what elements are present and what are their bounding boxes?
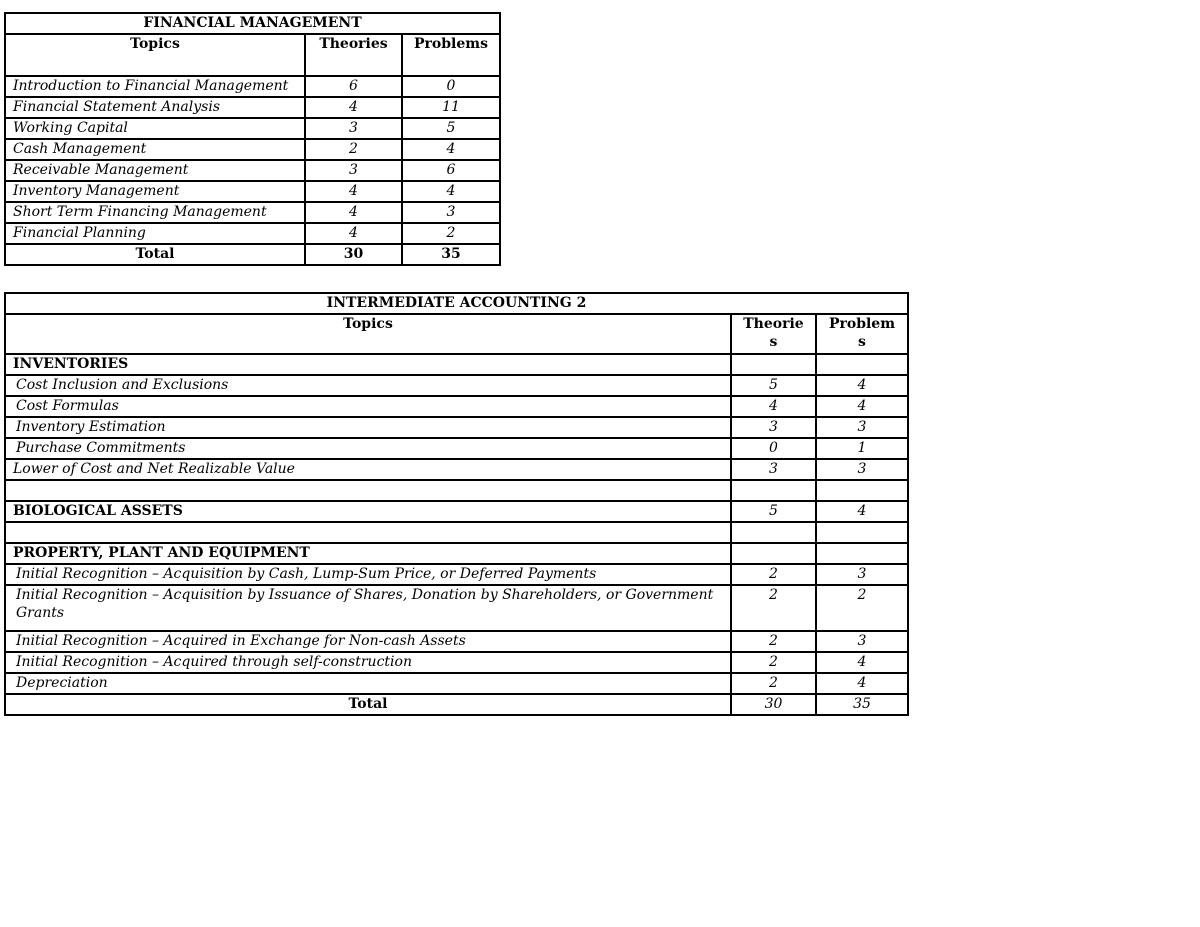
- column-header-topics: Topics: [5, 314, 731, 354]
- problems-cell: 3: [816, 564, 908, 585]
- empty-cell: [816, 522, 908, 543]
- problems-cell: 3: [816, 631, 908, 652]
- column-header-problems: Problems: [402, 34, 500, 76]
- topic-cell: Initial Recognition – Acquired through self-construction: [5, 652, 731, 673]
- total-problems: 35: [402, 244, 500, 265]
- problems-cell: 2: [816, 585, 908, 631]
- theories-cell: 6: [305, 76, 402, 97]
- theories-cell: 2: [731, 673, 816, 694]
- table-row: [5, 585, 908, 631]
- topic-cell: Cost Inclusion and Exclusions: [5, 375, 731, 396]
- total-label: Total: [5, 694, 731, 715]
- theories-cell: 4: [731, 396, 816, 417]
- intermediate-accounting-table: [4, 292, 909, 716]
- total-theories: 30: [731, 694, 816, 715]
- table-row: [5, 673, 908, 694]
- theories-cell: 4: [305, 202, 402, 223]
- table-row: [5, 652, 908, 673]
- section-heading: BIOLOGICAL ASSETS: [5, 501, 731, 522]
- column-header-topics: Topics: [5, 34, 305, 76]
- theories-cell: 2: [731, 652, 816, 673]
- problems-cell: 4: [816, 673, 908, 694]
- empty-cell: [731, 543, 816, 564]
- table-row: [5, 223, 500, 244]
- topic-cell: Cash Management: [5, 139, 305, 160]
- header-text-line: Problem: [828, 316, 896, 332]
- problems-cell: 1: [816, 438, 908, 459]
- section-heading-row: [5, 354, 908, 375]
- problems-cell: 4: [816, 375, 908, 396]
- problems-cell: 6: [402, 160, 500, 181]
- theories-cell: 4: [305, 181, 402, 202]
- table-row: [5, 76, 500, 97]
- theories-cell: 2: [731, 564, 816, 585]
- section-heading-row: [5, 501, 908, 522]
- empty-cell: [816, 354, 908, 375]
- problems-cell: 11: [402, 97, 500, 118]
- section-heading: PROPERTY, PLANT AND EQUIPMENT: [5, 543, 731, 564]
- table-row: [5, 181, 500, 202]
- topic-cell: Purchase Commitments: [5, 438, 731, 459]
- topic-cell: Initial Recognition – Acquired in Exchange for Non-cash Assets: [5, 631, 731, 652]
- problems-cell: 3: [816, 417, 908, 438]
- topic-cell: Cost Formulas: [5, 396, 731, 417]
- topic-cell: Financial Planning: [5, 223, 305, 244]
- table-row: [5, 631, 908, 652]
- empty-cell: [731, 354, 816, 375]
- topic-cell: Inventory Estimation: [5, 417, 731, 438]
- problems-cell: 4: [816, 501, 908, 522]
- header-text-line: Theorie: [743, 316, 804, 332]
- header-text-line: s: [769, 334, 778, 350]
- table-row: [5, 459, 908, 480]
- section-heading: INVENTORIES: [5, 354, 731, 375]
- theories-cell: 3: [305, 160, 402, 181]
- problems-cell: 4: [816, 652, 908, 673]
- table-row: [5, 97, 500, 118]
- empty-cell: [816, 480, 908, 501]
- table-row: [5, 438, 908, 459]
- empty-cell: [731, 480, 816, 501]
- theories-cell: 2: [305, 139, 402, 160]
- theories-cell: 2: [731, 631, 816, 652]
- empty-cell: [731, 522, 816, 543]
- problems-cell: 2: [402, 223, 500, 244]
- problems-cell: 3: [816, 459, 908, 480]
- total-row: [5, 694, 908, 715]
- empty-cell: [816, 543, 908, 564]
- column-header-theories: [731, 314, 816, 354]
- table-title: FINANCIAL MANAGEMENT: [5, 13, 500, 34]
- empty-cell: [5, 480, 731, 501]
- topic-cell: Financial Statement Analysis: [5, 97, 305, 118]
- empty-cell: [5, 522, 731, 543]
- theories-cell: 3: [305, 118, 402, 139]
- section-heading-row: [5, 543, 908, 564]
- theories-cell: 4: [305, 97, 402, 118]
- header-text-line: s: [858, 334, 866, 350]
- topic-cell: Inventory Management: [5, 181, 305, 202]
- problems-cell: 4: [402, 181, 500, 202]
- table-row: [5, 375, 908, 396]
- problems-cell: 5: [402, 118, 500, 139]
- topic-cell: Receivable Management: [5, 160, 305, 181]
- topic-cell: Initial Recognition – Acquisition by Cash, Lump-Sum Price, or Deferred Payments: [5, 564, 731, 585]
- table-title: INTERMEDIATE ACCOUNTING 2: [5, 293, 908, 314]
- theories-cell: 2: [731, 585, 816, 631]
- table-row: [5, 160, 500, 181]
- problems-cell: 3: [402, 202, 500, 223]
- column-header-problems: [816, 314, 908, 354]
- table-row: [5, 417, 908, 438]
- problems-cell: 4: [816, 396, 908, 417]
- theories-cell: 4: [305, 223, 402, 244]
- problems-cell: 0: [402, 76, 500, 97]
- financial-management-table: [4, 12, 501, 266]
- table-row: [5, 139, 500, 160]
- table-row: [5, 118, 500, 139]
- problems-cell: 4: [402, 139, 500, 160]
- theories-cell: 3: [731, 417, 816, 438]
- total-row: [5, 244, 500, 265]
- theories-cell: 5: [731, 501, 816, 522]
- column-header-theories: Theories: [305, 34, 402, 76]
- table-row: [5, 202, 500, 223]
- topic-cell: Depreciation: [5, 673, 731, 694]
- theories-cell: 0: [731, 438, 816, 459]
- topic-cell: Working Capital: [5, 118, 305, 139]
- topic-cell: Introduction to Financial Management: [5, 76, 305, 97]
- topic-cell: Initial Recognition – Acquisition by Issuance of Shares, Donation by Shareholders, or Government Grants: [5, 585, 731, 631]
- total-label: Total: [5, 244, 305, 265]
- theories-cell: 5: [731, 375, 816, 396]
- table-row: [5, 564, 908, 585]
- total-problems: 35: [816, 694, 908, 715]
- blank-row: [5, 480, 908, 501]
- blank-row: [5, 522, 908, 543]
- topic-cell: Lower of Cost and Net Realizable Value: [5, 459, 731, 480]
- topic-cell: Short Term Financing Management: [5, 202, 305, 223]
- theories-cell: 3: [731, 459, 816, 480]
- total-theories: 30: [305, 244, 402, 265]
- table-row: [5, 396, 908, 417]
